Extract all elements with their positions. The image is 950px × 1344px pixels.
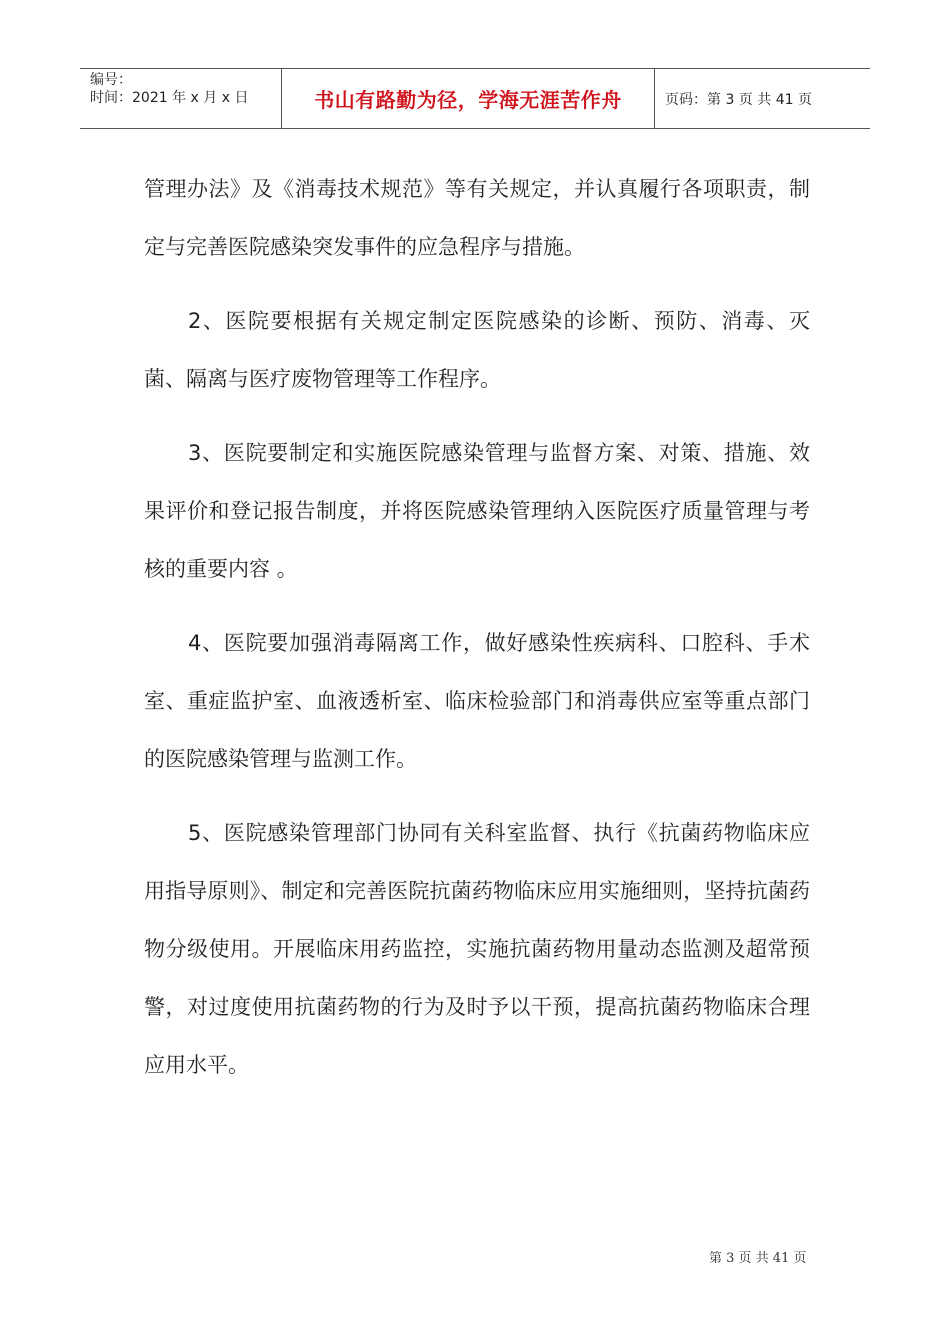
header-motto-cell xyxy=(282,69,655,128)
paragraph-item-4: 4、医院要加强消毒隔离工作，做好感染性疾病科、口腔科、手术室、重症监护室、血液透析室、临床检验部门和消毒供应室等重点部门的医院感染管理与监测工作。 xyxy=(144,631,810,771)
paragraph-continuation: 管理办法》及《消毒技术规范》等有关规定，并认真履行各项职责，制定与完善医院感染突发事件的应急程序与措施。 xyxy=(144,177,810,259)
header-page-info: 页码：第 3 页 共 41 页 xyxy=(665,91,812,108)
paragraph-item-5: 5、医院感染管理部门协同有关科室监督、执行《抗菌药物临床应用指导原则》、制定和完善医院抗菌药物临床应用实施细则，坚持抗菌药物分级使用。开展临床用药监控，实施抗菌药物用量动态监测及超常预警，对过度使用抗菌药物的行为及时予以干预，提高抗菌药物临床合理应用水平。 xyxy=(144,821,810,1077)
motto-text: 书山有路勤为径，学海无涯苦作舟 xyxy=(314,88,622,112)
paragraph-item-3: 3、医院要制定和实施医院感染管理与监督方案、对策、措施、效果评价和登记报告制度，并将医院感染管理纳入医院医疗质量管理与考核的重要内容 。 xyxy=(144,441,810,581)
date-label: 时间：2021 年 x 月 x 日 xyxy=(90,90,249,106)
document-body xyxy=(144,160,810,1110)
header-page-cell xyxy=(655,69,870,128)
serial-number-label: 编号： xyxy=(90,72,132,88)
page-footer: 第 3 页 共 41 页 xyxy=(709,1251,807,1266)
paragraph-item-2: 2、医院要根据有关规定制定医院感染的诊断、预防、消毒、灭菌、隔离与医疗废物管理等工作程序。 xyxy=(144,309,810,391)
page-header xyxy=(80,68,870,129)
header-meta-cell xyxy=(80,69,282,128)
